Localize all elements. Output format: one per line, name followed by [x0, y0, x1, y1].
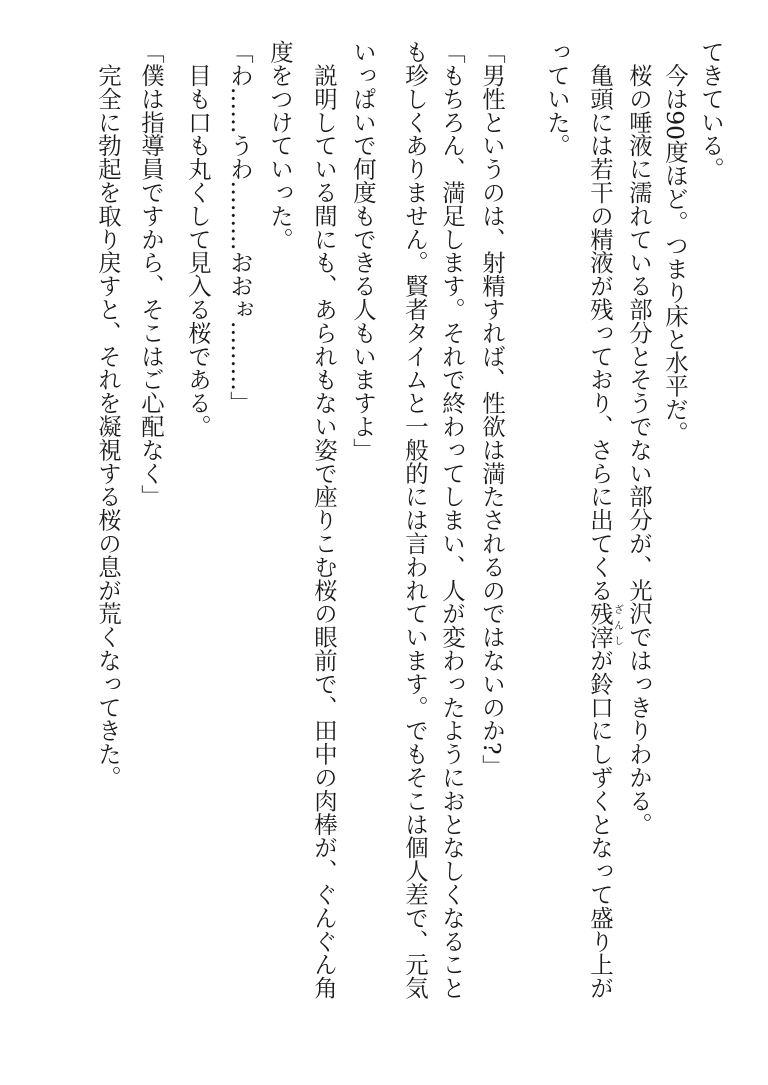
text-line-13: 目も口も丸くして見入る桜である。 [184, 40, 212, 438]
text-line-14: 「僕は指導員ですから、そこはご心配なく」 [137, 40, 165, 508]
text-line-6: 「男性というのは、射精すれば、性欲は満たされるのではないのか?」 [478, 40, 506, 778]
ruby-base: 残滓 [586, 601, 614, 649]
text-line-4 [582, 40, 622, 999]
ruby-reading: ざんし [611, 601, 623, 649]
text-line-4-tail: が鈴口にしずくとなって盛り上が [586, 648, 614, 1000]
text-line-11: 度をつけていった。 [266, 40, 294, 251]
text-line-7: 「もちろん、満足します。それで終わってしまい、人が変わったようにおとなしくなること [438, 40, 466, 1000]
text-line-15: 完全に勃起を取り戻すと、それを凝視する桜の息が荒くなってきた。 [94, 40, 122, 789]
text-line-5: っていた。 [543, 40, 571, 157]
text-line-12: 「わ……うわ………おおぉ………」 [226, 40, 254, 415]
text-line-9: いっぱいで何度もできる人もいますよ」 [349, 40, 377, 462]
text-line-2: 今は90度ほど。つまり床と水平だ。 [661, 40, 689, 445]
text-line-4-lead: 亀頭には若干の精液が残っており、さらに出てくる [586, 40, 614, 602]
text-line-8: も珍しくありません。賢者タイムと一般的には言われています。でもそこは個人差で、元気 [401, 40, 429, 1000]
text-line-10: 説明している間にも、あられもない姿で座りこむ桜の眼前で、田中の肉棒が、ぐんぐん角 [310, 40, 338, 1000]
ruby-word [586, 601, 623, 649]
text-line-3: 桜の唾液に濡れている部分とそうでない部分が、光沢ではっきりわかる。 [625, 40, 653, 836]
text-line-1: てきている。 [697, 40, 725, 181]
page-mark [32, 855, 38, 881]
